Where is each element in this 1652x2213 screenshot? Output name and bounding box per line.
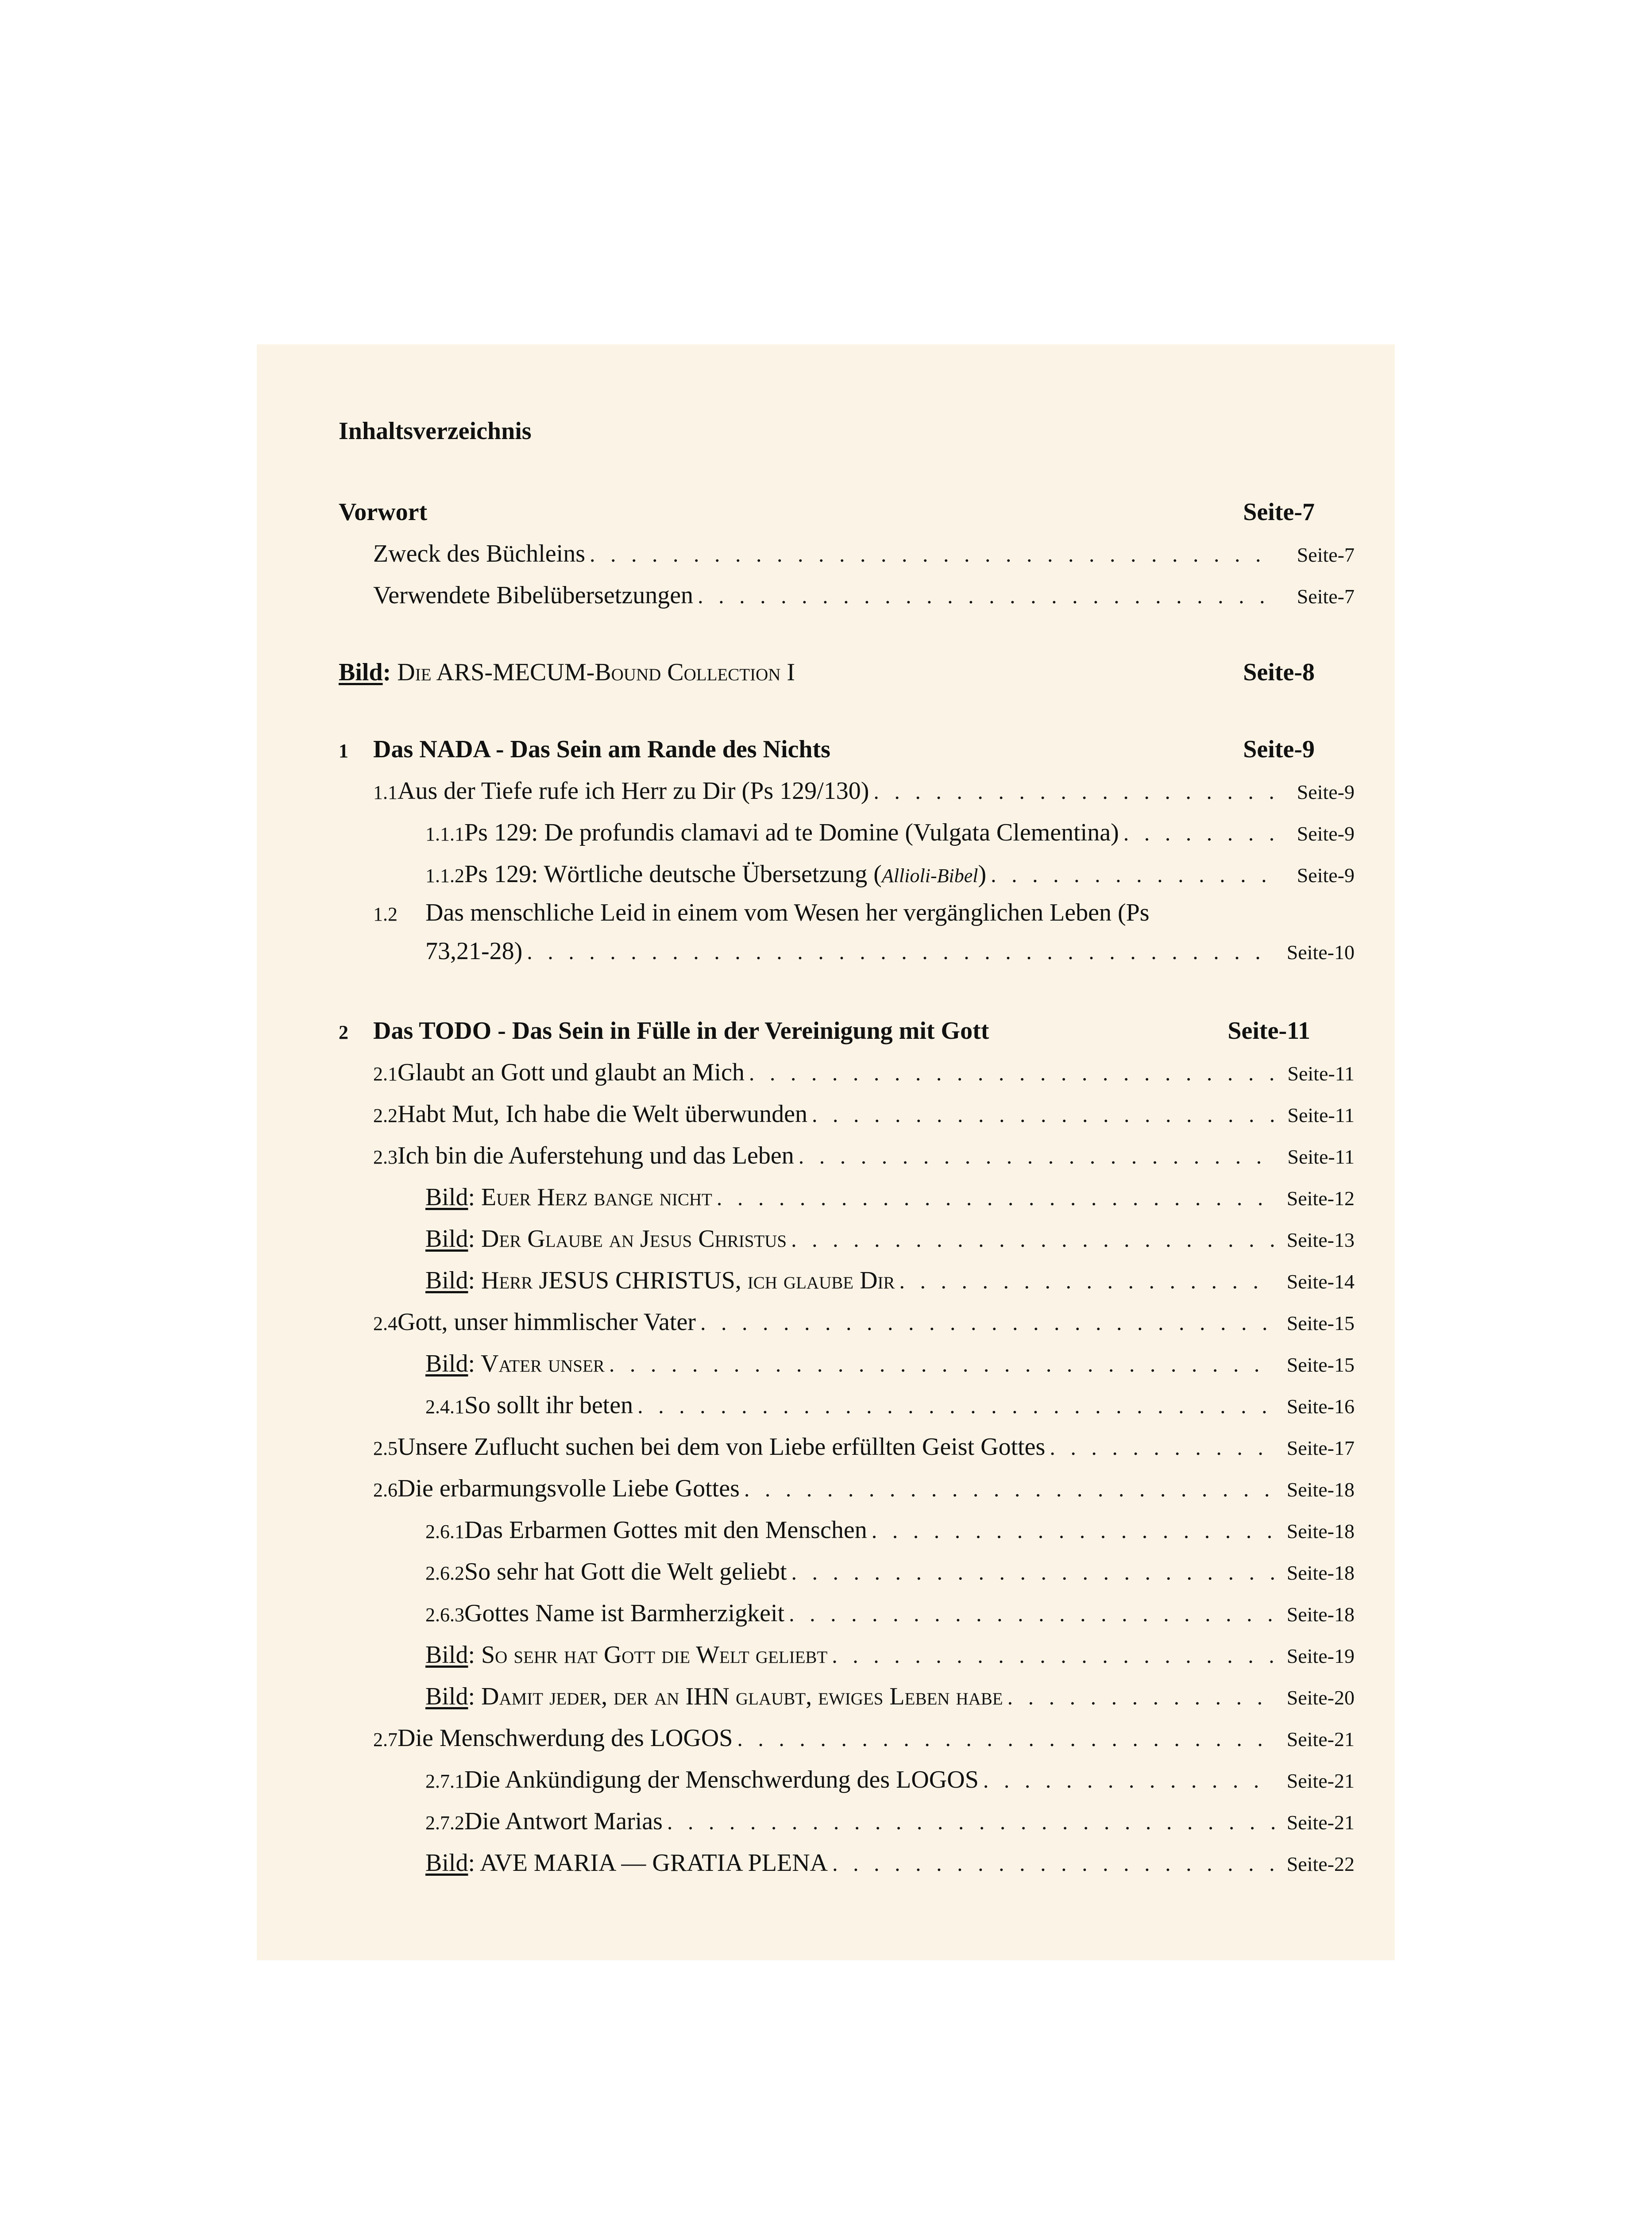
section-number: 2.6.2: [425, 1562, 464, 1584]
entry-page: Seite-9: [1243, 736, 1315, 763]
entry-label: Verwendete Bibelübersetzungen: [373, 582, 694, 609]
entry-page: Seite-9: [1297, 781, 1355, 803]
dot-leader: [791, 1551, 1275, 1593]
entry-label: Ich bin die Auferstehung und das Leben: [398, 1142, 794, 1169]
entry-label: [425, 1634, 827, 1676]
entry-label: [425, 1842, 828, 1884]
chapter-number: 1: [339, 740, 348, 762]
toc-entry[interactable]: [339, 1135, 1355, 1176]
toc-entry-bild[interactable]: [339, 1842, 1355, 1884]
dot-leader: [749, 1052, 1275, 1094]
entry-page: Seite-16: [1286, 1395, 1355, 1418]
toc-entry[interactable]: [339, 533, 1355, 574]
picture-title: : Euer Herz bange nicht: [468, 1184, 712, 1211]
picture-title: : AVE MARIA — GRATIA PLENA: [468, 1849, 828, 1877]
dot-leader: [700, 1301, 1275, 1343]
entry-label: Unsere Zuflucht suchen bei dem von Liebe erfüllten Geist Gottes: [398, 1433, 1046, 1461]
entry-label: So sollt ihr beten: [464, 1392, 633, 1419]
dot-leader: [717, 1176, 1275, 1218]
entry-page: Seite-15: [1286, 1353, 1355, 1376]
picture-title: : Der Glaube an Jesus Christus: [468, 1225, 787, 1253]
dot-leader: [873, 770, 1275, 812]
dot-leader: [789, 1592, 1275, 1635]
dot-leader: [991, 853, 1275, 895]
toc-title: Inhaltsverzeichnis: [339, 417, 532, 445]
entry-label: Habt Mut, Ich habe die Welt überwunden: [398, 1100, 807, 1128]
toc-entry-bild[interactable]: [339, 1676, 1355, 1717]
entry-label: [425, 1218, 787, 1260]
toc-entry[interactable]: [339, 574, 1355, 616]
dot-leader: [799, 1135, 1275, 1177]
entry-page: Seite-19: [1286, 1645, 1355, 1667]
entry-label: Die ARS-MECUM-Bound Collection I: [391, 659, 795, 686]
entry-page: Seite-7: [1243, 498, 1315, 526]
entry-label: Glaubt an Gott und glaubt an Mich: [398, 1059, 745, 1086]
dot-leader: [983, 1759, 1275, 1801]
bild-link[interactable]: Bild: [425, 1184, 468, 1211]
dot-leader: [737, 1717, 1275, 1759]
section-number: 1.1: [373, 782, 398, 803]
entry-label: Das menschliche Leid in einem vom Wesen her vergänglichen Leben (Ps: [425, 899, 1150, 926]
section-number: 1.2: [373, 903, 398, 925]
entry-page: Seite-11: [1287, 1062, 1355, 1085]
entry-page: Seite-18: [1286, 1520, 1355, 1542]
entry-label: Die Ankündigung der Menschwerdung des LOGOS: [464, 1766, 979, 1793]
entry-label: Ps 129: De profundis clamavi ad te Domine (Vulgata Clementina): [464, 819, 1119, 846]
dot-leader: [637, 1384, 1275, 1426]
entry-label-cont: 73,21-28): [425, 937, 523, 965]
toc-entry[interactable]: [339, 1800, 1355, 1842]
section-number: 1.1.2: [425, 865, 464, 887]
toc-entry-wrapped[interactable]: [339, 895, 1355, 970]
toc-entry-bild[interactable]: [339, 1634, 1355, 1676]
dot-leader: [1050, 1426, 1275, 1468]
toc-entry-bild[interactable]: [339, 1218, 1355, 1260]
toc-entry[interactable]: [339, 812, 1355, 853]
entry-label: [425, 1676, 1003, 1717]
entry-page: Seite-13: [1286, 1229, 1355, 1251]
picture-title: : Herr JESUS CHRISTUS, ich glaube Dir: [468, 1267, 895, 1294]
toc-chapter-2[interactable]: [339, 1010, 1355, 1052]
entry-page: Seite-22: [1286, 1853, 1355, 1875]
entry-page: Seite-20: [1286, 1686, 1355, 1709]
toc-entry[interactable]: [339, 1759, 1355, 1800]
entry-page: Seite-21: [1286, 1811, 1355, 1834]
section-number: 1.1.1: [425, 823, 464, 845]
entry-label: Aus der Tiefe rufe ich Herr zu Dir (Ps 129/130): [398, 777, 869, 805]
section-number: 2.6.1: [425, 1521, 464, 1542]
entry-page: Seite-18: [1286, 1603, 1355, 1626]
dot-leader: [744, 1468, 1275, 1510]
section-number: 2.1: [373, 1063, 398, 1085]
section-number: 2.4.1: [425, 1396, 464, 1418]
toc-entry[interactable]: [339, 1551, 1355, 1592]
entry-label: Vorwort: [339, 498, 428, 526]
dot-leader: [872, 1509, 1275, 1551]
entry-page: Seite-21: [1286, 1770, 1355, 1792]
toc-chapter-1[interactable]: [339, 729, 1355, 770]
section-number: 2.7: [373, 1729, 398, 1750]
entry-page: Seite-15: [1286, 1312, 1355, 1334]
toc-entry[interactable]: [339, 1301, 1355, 1343]
toc-entry-vorwort[interactable]: [339, 491, 1355, 533]
entry-label: So sehr hat Gott die Welt geliebt: [464, 1558, 787, 1585]
dot-leader: [832, 1634, 1275, 1676]
toc-entry-bild[interactable]: [339, 1176, 1355, 1218]
toc-entry-bild[interactable]: [339, 1343, 1355, 1384]
toc-entry[interactable]: [339, 1093, 1355, 1135]
dot-leader: [832, 1842, 1275, 1884]
entry-label: Die Menschwerdung des LOGOS: [398, 1724, 733, 1752]
dot-leader: [1123, 812, 1275, 854]
chapter-2-entries: [339, 1052, 1355, 1884]
entry-label: [425, 1260, 895, 1301]
chapter-title: Das TODO - Das Sein in Fülle in der Vereinigung mit Gott: [373, 1017, 989, 1045]
entry-label: Gott, unser himmlischer Vater: [398, 1308, 696, 1336]
dot-leader: [590, 533, 1275, 575]
section-number: 2.5: [373, 1438, 398, 1459]
entry-label: Die erbarmungsvolle Liebe Gottes: [398, 1475, 740, 1502]
section-number: 2.7.2: [425, 1812, 464, 1834]
dot-leader: [791, 1218, 1275, 1260]
entry-page: Seite-11: [1287, 1104, 1355, 1126]
toc-entry[interactable]: [339, 1592, 1355, 1634]
entry-page: Seite-14: [1286, 1270, 1355, 1293]
section-number: 2.3: [373, 1146, 398, 1168]
bild-link[interactable]: Bild: [425, 1267, 468, 1294]
toc-entry[interactable]: [339, 1509, 1355, 1551]
section-number: 2.6: [373, 1479, 398, 1501]
entry-page: Seite-18: [1286, 1478, 1355, 1501]
entry-label: Das Erbarmen Gottes mit den Menschen: [464, 1516, 867, 1544]
table-of-contents: [339, 412, 1355, 1884]
bild-link[interactable]: Bild: [425, 1350, 468, 1377]
toc-entry-bild[interactable]: [339, 1260, 1355, 1301]
toc-entry[interactable]: [339, 1468, 1355, 1509]
entry-page: Seite-8: [1243, 659, 1315, 686]
entry-label: Die Antwort Marias: [464, 1808, 663, 1835]
section-number: 2.6.3: [425, 1604, 464, 1626]
entry-page: Seite-10: [1286, 941, 1355, 964]
dot-leader: [698, 574, 1275, 617]
entry-page: Seite-11: [1287, 1145, 1355, 1168]
bild-link[interactable]: Bild: [425, 1849, 468, 1877]
chapter-number: 2: [339, 1022, 348, 1043]
entry-label: Zweck des Büchleins: [373, 540, 585, 567]
picture-title: : Vater unser: [468, 1350, 605, 1377]
dot-leader: [899, 1260, 1275, 1302]
dot-leader: [527, 932, 1275, 971]
entry-page: Seite-9: [1297, 822, 1355, 845]
dot-leader: [609, 1343, 1275, 1385]
toc-entry[interactable]: [339, 770, 1355, 812]
entry-label: [425, 1176, 712, 1218]
entry-label: Gottes Name ist Barmherzigkeit: [464, 1600, 785, 1627]
entry-page: Seite-18: [1286, 1561, 1355, 1584]
entry-page: Seite-7: [1297, 544, 1355, 566]
dot-leader: [667, 1800, 1275, 1843]
entry-page: Seite-17: [1286, 1437, 1355, 1459]
entry-page: Seite-21: [1286, 1728, 1355, 1750]
toc-entry[interactable]: [339, 1384, 1355, 1426]
toc-entry-bild[interactable]: [339, 652, 1355, 693]
bild-link[interactable]: Bild: [425, 1225, 468, 1253]
entry-page: Seite-9: [1297, 864, 1355, 887]
dot-leader: [812, 1093, 1275, 1135]
toc-entry[interactable]: [339, 1426, 1355, 1468]
toc-entry[interactable]: [339, 1717, 1355, 1759]
bild-link[interactable]: Bild: [339, 659, 383, 686]
entry-label: Ps 129: Wörtliche deutsche Übersetzung (Allioli-Bibel): [464, 860, 987, 888]
section-number: 2.4: [373, 1313, 398, 1334]
toc-entry[interactable]: [339, 853, 1355, 895]
entry-page: Seite-11: [1227, 1017, 1310, 1045]
entry-label: [425, 1343, 605, 1384]
bild-link[interactable]: Bild: [425, 1683, 468, 1710]
picture-title: : So sehr hat Gott die Welt geliebt: [468, 1641, 828, 1669]
entry-page: Seite-7: [1297, 585, 1355, 608]
colon: :: [382, 659, 391, 686]
toc-entry[interactable]: [339, 1052, 1355, 1093]
picture-title: : Damit jeder, der an IHN glaubt, ewiges Leben habe: [468, 1683, 1003, 1710]
dot-leader: [1007, 1676, 1275, 1718]
section-number: 2.7.1: [425, 1770, 464, 1792]
bild-link[interactable]: Bild: [425, 1641, 468, 1669]
entry-page: Seite-12: [1286, 1187, 1355, 1210]
chapter-title: Das NADA - Das Sein am Rande des Nichts: [373, 736, 830, 763]
section-number: 2.2: [373, 1105, 398, 1126]
